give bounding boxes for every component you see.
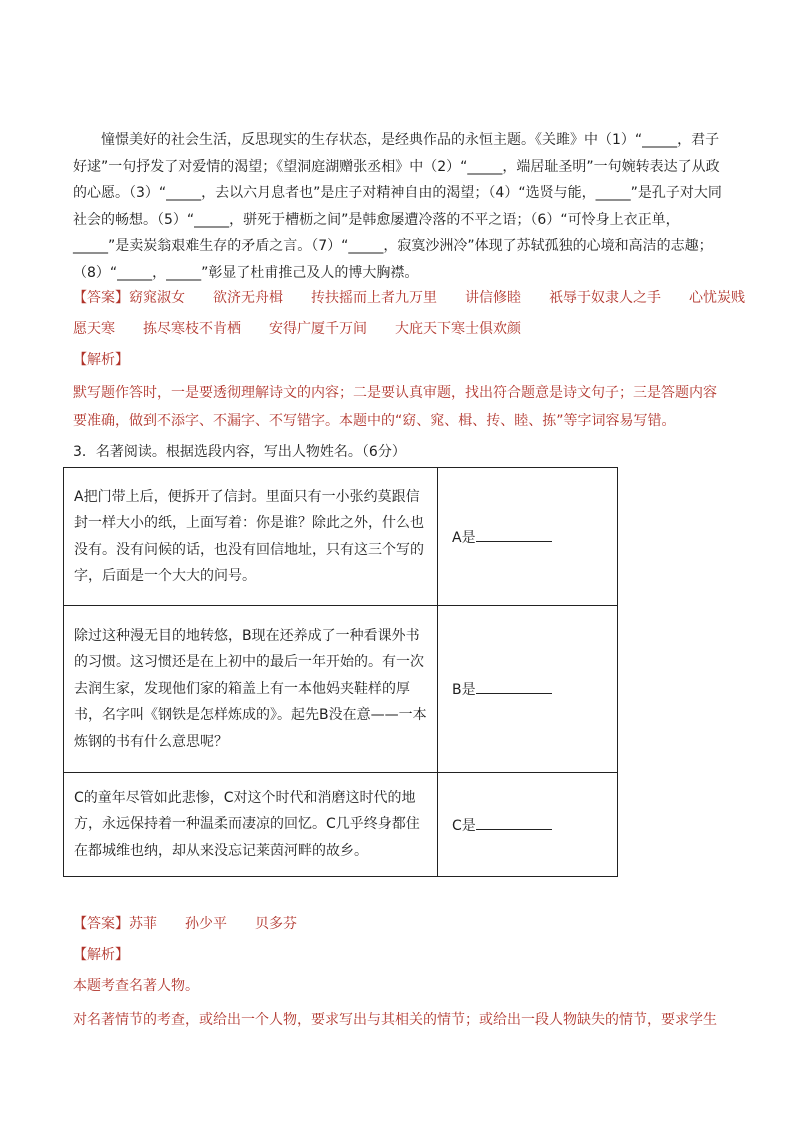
answer-blank-b[interactable] xyxy=(476,681,552,694)
character-table xyxy=(63,467,618,877)
answer-item: 愿天寒 xyxy=(73,321,115,337)
answer-item: 苏菲 xyxy=(129,916,157,932)
passage-cell-a: A把门带上后，便拆开了信封。里面只有一小张约莫跟信封一样大小的纸，上面写着：你是谁？除此之外，什么也没有。没有问候的话，也没有回信地址，只有这三个写的字，后面是一个大大的问号。 xyxy=(64,468,438,606)
answer-blank-a[interactable] xyxy=(476,529,552,542)
answer-blank-c[interactable] xyxy=(476,817,552,830)
analysis-1-text: 默写题作答时，一是要透彻理解诗文的内容；二是要认真审题，找出符合题意是诗文句子；三是答题内容要准确，做到不添字、不漏字、不写错字。本题中的“窈、窕、楫、抟、睦、拣”等字词容易写错。 xyxy=(73,385,717,429)
passage-cell-b: 除过这种漫无目的地转悠，B现在还养成了一种看课外书的习惯。这习惯还是在上初中的最后一年开始的。有一次去润生家，发现他们家的箱盖上有一本他妈夹鞋样的厚书，名字叫《钢铁是怎样炼成的》。起先B没在意——一本炼钢的书有什么意思呢？ xyxy=(64,606,438,773)
answer-item: 心忧炭贱 xyxy=(689,290,745,306)
answer-cell-c xyxy=(438,773,618,877)
answer-item: 窈窕淑女 xyxy=(129,290,185,306)
answer-cell-a xyxy=(438,468,618,606)
answer-cell-b xyxy=(438,606,618,773)
question-3-title: 3．名著阅读。根据选段内容，写出人物姓名。（6分） xyxy=(73,444,406,460)
analysis-tag: 【解析】 xyxy=(73,947,129,963)
answer-label-b: B是 xyxy=(452,682,476,698)
answer-item: 贝多芬 xyxy=(255,916,297,932)
answer-tag: 【答案】 xyxy=(73,916,129,932)
answer-label-a: A是 xyxy=(452,529,476,546)
poem-question-paragraph: 憧憬美好的社会生活，反思现实的生存状态，是经典作品的永恒主题。《关雎》中（1）“_____，君子好逑”一句抒发了对爱情的渴望；《望洞庭湖赠张丞相》中（2）“_____，端居耻圣明”一句婉转表达了从政的心愿。（3）“_____，去以六月息者也”是庄子对精神自由的渴望；（4）“选贤与能，_____”是孔子对大同社会的畅想。（5）“_____，骈死于槽枥之间”是韩愈屡遭冷落的不平之语；（6）“可怜身上衣正单，_____”是卖炭翁艰难生存的矛盾之言。（7）“_____，寂寞沙洲冷”体现了苏轼孤独的心境和高洁的志趣；（8）“_____，_____”彰显了杜甫推己及人的博大胸襟。 xyxy=(73,132,722,281)
passage-cell-c: C的童年尽管如此悲惨，C对这个时代和消磨这时代的地方，永远保持着一种温柔而凄凉的回忆。C几乎终身都住在都城维也纳，却从来没忘记莱茵河畔的故乡。 xyxy=(64,773,438,877)
answer-item: 欲济无舟楫 xyxy=(213,290,283,306)
answer-item: 孙少平 xyxy=(185,916,227,932)
analysis-3-line-1: 本题考查名著人物。 xyxy=(73,978,199,994)
answer-tag: 【答案】 xyxy=(73,290,129,306)
answer-item: 大庇天下寒士俱欢颜 xyxy=(395,321,521,337)
answer-item: 祇辱于奴隶人之手 xyxy=(549,290,661,306)
answer-item: 讲信修睦 xyxy=(465,290,521,306)
table-row xyxy=(64,468,618,606)
table-row xyxy=(64,773,618,877)
answer-3-line xyxy=(73,914,297,934)
analysis-3-line-2: 对名著情节的考查，或给出一个人物，要求写出与其相关的情节；或给出一段人物缺失的情节，要求学生 xyxy=(73,1012,717,1028)
analysis-1-heading xyxy=(73,350,129,370)
analysis-tag: 【解析】 xyxy=(73,352,129,368)
answer-item: 拣尽寒枝不肯栖 xyxy=(143,321,241,337)
answer-1-line-2 xyxy=(73,319,521,339)
answer-label-c: C是 xyxy=(452,817,476,834)
answer-item: 安得广厦千万间 xyxy=(269,321,367,337)
analysis-3-heading xyxy=(73,945,129,965)
answer-item: 抟扶摇而上者九万里 xyxy=(311,290,437,306)
table-row xyxy=(64,606,618,773)
answer-1-line-1 xyxy=(73,288,745,308)
